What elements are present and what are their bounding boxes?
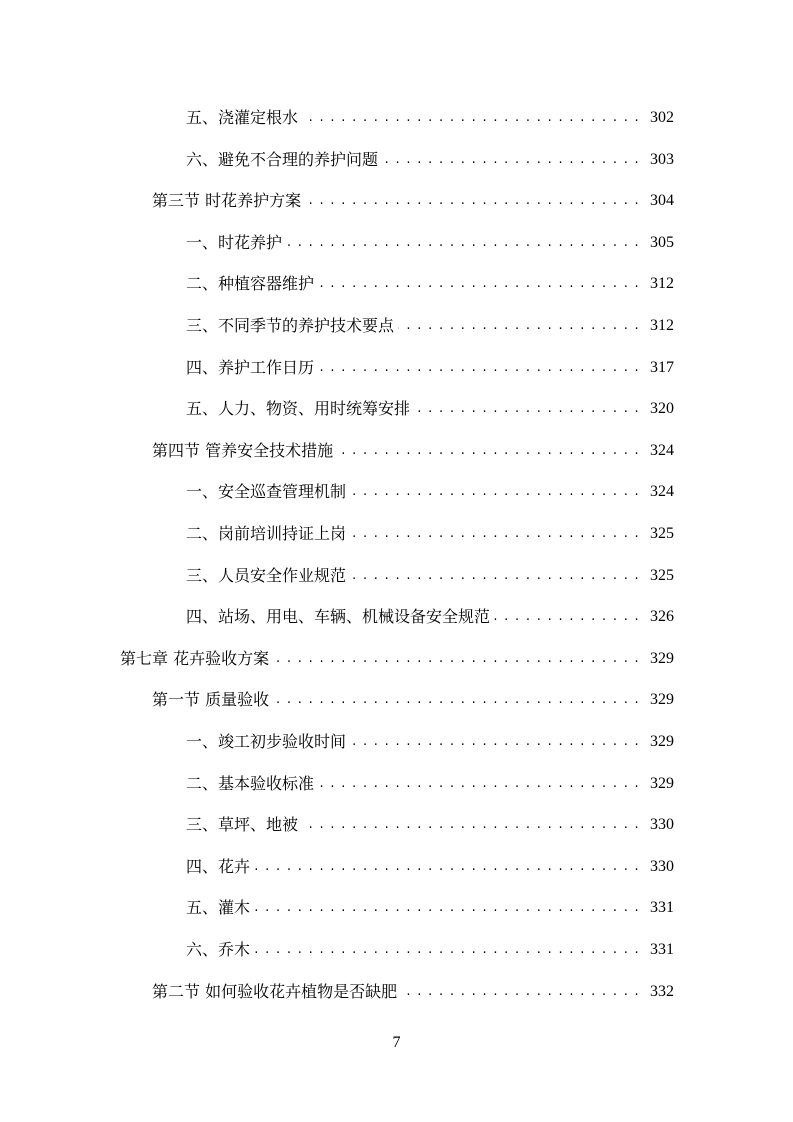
- toc-entry-page: 329: [650, 649, 674, 667]
- toc-leader-dots: [302, 108, 640, 128]
- toc-entry[interactable]: [186, 516, 674, 544]
- toc-entry[interactable]: [120, 641, 674, 669]
- toc-entry-page: 326: [650, 608, 674, 626]
- toc-entry[interactable]: [186, 766, 674, 794]
- toc-leader-dots: [254, 940, 640, 960]
- toc-entry-title: 五、灌木: [186, 898, 251, 918]
- toc-entry[interactable]: [186, 100, 674, 128]
- toc-entry-page: 329: [650, 774, 674, 792]
- toc-leader-dots: [254, 898, 640, 918]
- toc-leader-dots: [318, 358, 640, 378]
- toc-leader-dots: [401, 982, 640, 1002]
- toc-entry-page: 329: [650, 691, 674, 709]
- toc-entry-page: 329: [650, 733, 674, 750]
- toc-entry[interactable]: [186, 890, 674, 918]
- toc-entry-title: 六、避免不合理的养护问题: [186, 149, 379, 169]
- toc-entry-title: 第一节 质量验收: [152, 690, 270, 710]
- toc-entry-page: 330: [650, 857, 674, 875]
- toc-entry-page: 305: [650, 233, 674, 251]
- toc-entry-page: 332: [650, 982, 674, 1000]
- toc-leader-dots: [398, 316, 640, 336]
- toc-entry-title: 第四节 管养安全技术措施: [152, 440, 334, 460]
- toc-entry-page: 320: [650, 400, 674, 418]
- toc-entry-page: 324: [650, 441, 674, 459]
- toc-leader-dots: [273, 690, 640, 710]
- toc-entry-title: 一、时花养护: [186, 232, 283, 252]
- toc-leader-dots: [273, 649, 640, 669]
- toc-leader-dots: [305, 191, 640, 211]
- toc-leader-dots: [350, 566, 640, 586]
- toc-entry[interactable]: [186, 474, 674, 502]
- toc-entry[interactable]: [186, 391, 674, 419]
- toc-entry[interactable]: [186, 308, 674, 336]
- toc-entry-title: 四、站场、用电、车辆、机械设备安全规范: [186, 607, 491, 627]
- toc-leader-dots: [318, 774, 640, 794]
- toc-leader-dots: [350, 732, 640, 752]
- toc-entry-page: 325: [650, 525, 674, 542]
- toc-entry[interactable]: [186, 807, 674, 835]
- toc-entry-title: 三、人员安全作业规范: [186, 565, 347, 585]
- toc-entry[interactable]: [152, 433, 674, 461]
- toc-entry[interactable]: [186, 350, 674, 378]
- toc-entry[interactable]: [186, 142, 674, 170]
- toc-entry-title: 二、基本验收标准: [186, 773, 315, 793]
- toc-entry-page: 331: [650, 899, 674, 917]
- toc-entry-title: 第二节 如何验收花卉植物是否缺肥: [152, 981, 398, 1001]
- toc-leader-dots: [302, 815, 640, 835]
- toc-entry-page: 302: [650, 109, 674, 126]
- toc-entry[interactable]: [152, 183, 674, 211]
- toc-entry[interactable]: [186, 266, 674, 294]
- toc-entry-title: 一、竣工初步验收时间: [186, 732, 347, 751]
- toc-entry-title: 六、乔木: [186, 940, 251, 959]
- toc-leader-dots: [318, 274, 640, 294]
- toc-entry[interactable]: [186, 932, 674, 960]
- toc-entry-title: 五、浇灌定根水: [186, 108, 299, 127]
- toc-entry[interactable]: [186, 724, 674, 752]
- toc-entry[interactable]: [152, 974, 674, 1002]
- toc-entry[interactable]: [186, 558, 674, 586]
- toc-entry-title: 四、养护工作日历: [186, 357, 315, 377]
- toc-entry-title: 一、安全巡查管理机制: [186, 482, 347, 502]
- toc-entry-page: 304: [650, 192, 674, 210]
- toc-entry-title: 四、花卉: [186, 856, 251, 876]
- toc-entry[interactable]: [152, 682, 674, 710]
- toc-entry-title: 第七章 花卉验收方案: [120, 648, 270, 668]
- toc-entry[interactable]: [186, 599, 674, 627]
- toc-entry-page: 312: [650, 317, 674, 334]
- toc-leader-dots: [350, 482, 640, 502]
- toc-leader-dots: [286, 233, 640, 253]
- toc-entry-page: 330: [650, 816, 674, 834]
- toc-entry-page: 331: [650, 941, 674, 958]
- toc-leader-dots: [414, 399, 640, 419]
- toc-entry-title: 二、岗前培训持证上岗: [186, 524, 347, 543]
- toc-entry-page: 325: [650, 566, 674, 584]
- toc-entry-title: 三、草坪、地被: [186, 815, 299, 835]
- toc-entry-page: 312: [650, 275, 674, 293]
- toc-entry[interactable]: [186, 849, 674, 877]
- toc-leader-dots: [254, 857, 640, 877]
- toc-leader-dots: [494, 607, 640, 627]
- page-number: 7: [392, 1034, 401, 1051]
- toc-entry-page: 303: [650, 150, 674, 168]
- toc-entry-page: 324: [650, 483, 674, 501]
- toc-leader-dots: [337, 441, 640, 461]
- toc-entry-title: 三、不同季节的养护技术要点: [186, 316, 395, 335]
- toc-entry-page: 317: [650, 358, 674, 376]
- toc-entry-title: 五、人力、物资、用时统筹安排: [186, 399, 411, 419]
- toc-entry[interactable]: [186, 225, 674, 253]
- toc-leader-dots: [350, 524, 640, 544]
- toc-entry-title: 二、种植容器维护: [186, 274, 315, 294]
- toc-leader-dots: [382, 150, 640, 170]
- toc-entry-title: 第三节 时花养护方案: [152, 191, 302, 211]
